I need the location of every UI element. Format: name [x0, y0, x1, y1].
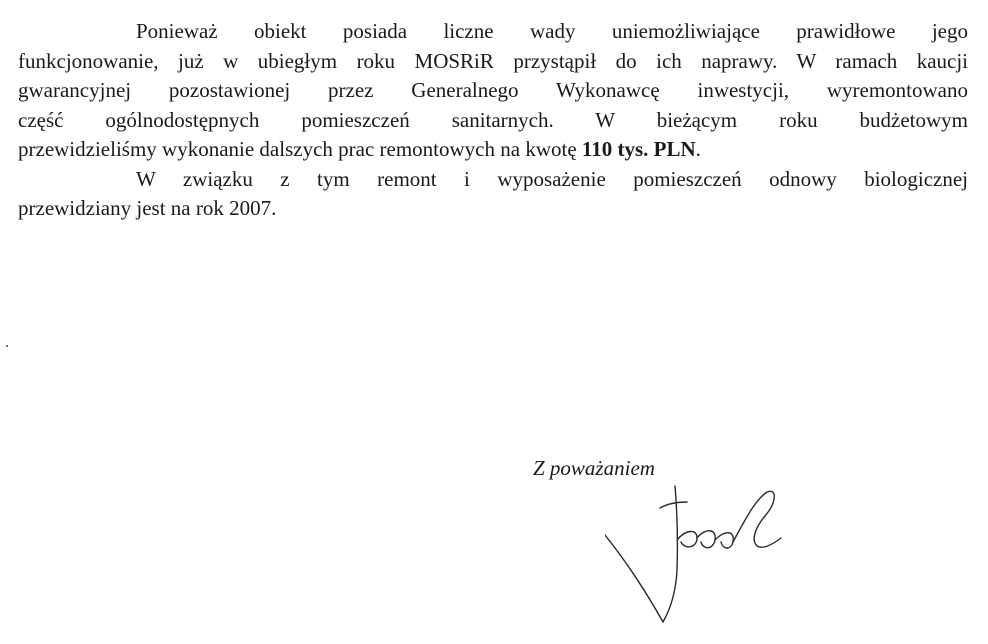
- handwritten-signature: [605, 480, 805, 630]
- paragraph-2-line-2: przewidziany jest na rok 2007.: [18, 196, 277, 220]
- letter-body: [18, 17, 968, 224]
- paragraph-1-line-5: [18, 135, 968, 165]
- paragraph-1-line-4: część ogólnodostępnych pomieszczeń sanitarnych. W bieżącym roku budżetowym: [18, 107, 968, 132]
- paragraph-1-line-2: funkcjonowanie, już w ubiegłym roku MOSRiR przystąpił do ich naprawy. W ramach kaucji: [18, 48, 968, 73]
- closing-salutation: Z poważaniem: [533, 456, 655, 480]
- paragraph-1-line-3: gwarancyjnej pozostawionej przez Generalnego Wykonawcę inwestycji, wyremontowano: [18, 78, 968, 102]
- paragraph-2-line-1: W związku z tym remont i wyposażenie pomieszczeń odnowy biologicznej: [136, 166, 968, 191]
- paragraph-1-line-5-end: .: [695, 137, 701, 161]
- paragraph-1-line-5-text: przewidzieliśmy wykonanie dalszych prac remontowych na kwotę: [18, 137, 577, 161]
- scan-speck: [6, 345, 8, 347]
- paragraph-2: [18, 165, 968, 224]
- paragraph-1-line-1: Ponieważ obiekt posiada liczne wady uniemożliwiające prawidłowe jego: [136, 19, 968, 43]
- paragraph-1: [18, 17, 968, 165]
- amount-text: 110 tys. PLN: [581, 137, 696, 161]
